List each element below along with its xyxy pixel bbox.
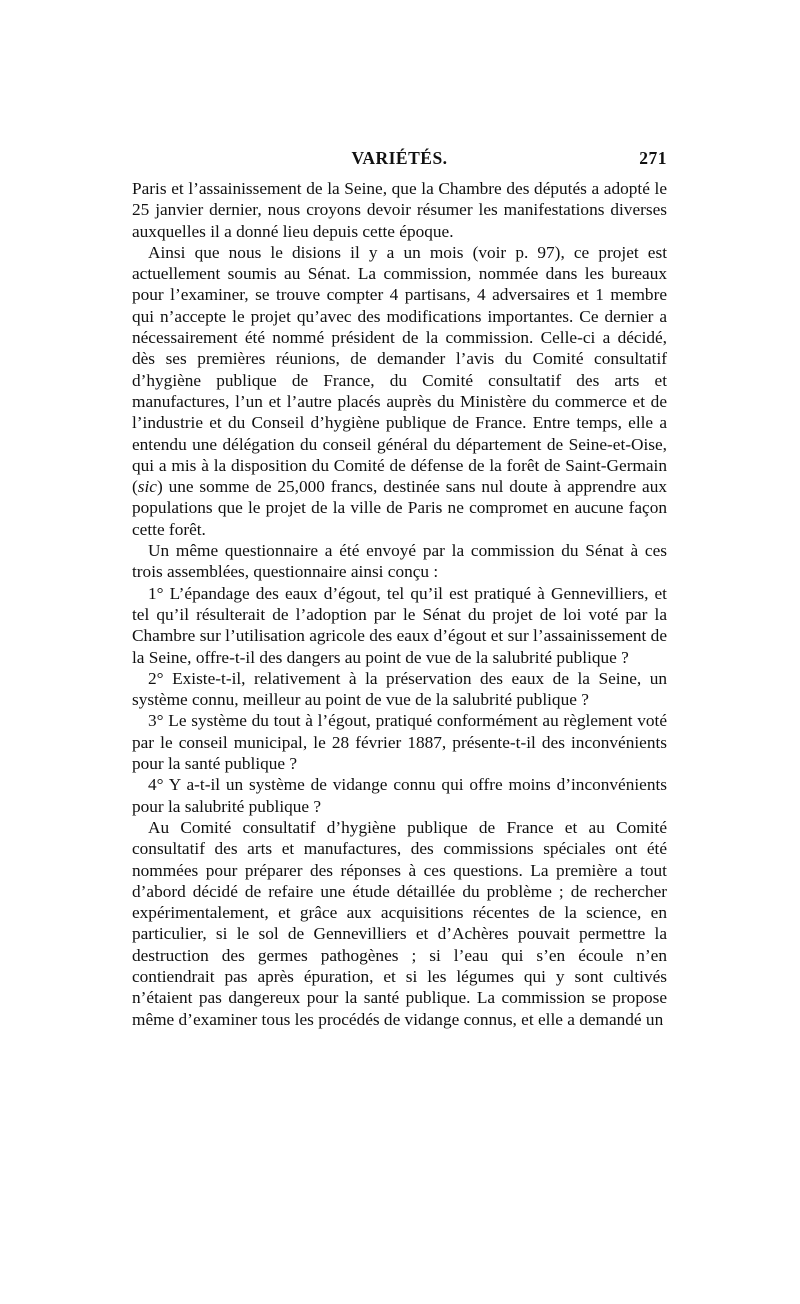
paragraph-continued: Paris et l’assainissement de la Seine, que la Chambre des députés a adopté le 25 janvier dernier, nous croyons devoir résumer les manifestations diverses auxquelles il a donné lieu depuis cette époque.: [132, 179, 667, 241]
paragraph: Au Comité consultatif d’hygiène publique de France et au Comité consultatif des arts et manufactures, des commissions spéciales ont été nommées pour préparer des réponses à ces questions. La première a tout d’abord décidé de refaire une étude détaillée du problème ; de rechercher expérimentalement, et grâce aux acquisitions récentes de la science, en particulier, si le sol de Gennevilliers et d’Achères pouvait permettre la destruction des germes pathogènes ; si l’eau qui s’en écoule n’en contiendrait pas après épuration, et si les légumes qui y sont cultivés n’étaient pas dangereux pour la santé publique. La commission se propose même d’examiner tous les procédés de vidange connus, et elle a demandé un: [132, 817, 667, 1029]
page-number: 271: [639, 148, 667, 168]
running-title: VARIÉTÉS.: [351, 148, 448, 168]
question-3: 3° Le système du tout à l’égout, pratiqué conformément au règlement voté par le conseil municipal, le 28 février 1887, présente-t-il des inconvénients pour la santé publique ?: [132, 711, 667, 774]
paragraph: Ainsi que nous le disions il y a un mois (voir p. 97), ce projet est actuellement soumis au Sénat. La commission, nommée dans les bureaux pour l’examiner, se trouve compter 4 partisans, 4 adversaires et 1 membre qui n’accepte le projet qu’avec des modifications importantes. Ce dernier a nécessairement été nommé président de la commission. Celle-ci a décidé, dès ses premières réunions, de demander l’avis du Comité consultatif d’hygiène publique de France, du Comité consultatif des arts et manufactures, l’un et l’autre placés auprès du Ministère du commerce et de l’industrie et du Conseil d’hygiène publique de France. Entre temps, elle a entendu une délégation du conseil général du département de Seine-et-Oise, qui a mis à la disposition du Comité de défense de la forêt de Saint-Germain (sic) une somme de 25,000 francs, destinée sans nul doute à apprendre aux populations que le projet de la ville de Paris ne compromet en aucune façon cette forêt.: [132, 242, 667, 539]
question-1: 1° L’épandage des eaux d’égout, tel qu’il est pratiqué à Gennevilliers, et tel qu’il résulterait de l’adoption par le Sénat du projet de loi voté par la Chambre sur l’utilisation agricole des eaux d’égout et sur l’assainissement de la Seine, offre-t-il des dangers au point de vue de la salubrité publique ?: [132, 583, 667, 667]
question-2: 2° Existe-t-il, relativement à la préservation des eaux de la Seine, un système connu, meilleur au point de vue de la salubrité publique ?: [132, 668, 667, 710]
question-4: 4° Y a-t-il un système de vidange connu qui offre moins d’inconvénients pour la salubrité publique ?: [132, 775, 667, 816]
page: [132, 148, 667, 1030]
running-head: [132, 148, 667, 178]
body-text: [132, 178, 667, 1030]
sic-annotation: sic: [137, 477, 157, 497]
paragraph: Un même questionnaire a été envoyé par la commission du Sénat à ces trois assemblées, questionnaire ainsi conçu :: [132, 541, 667, 582]
